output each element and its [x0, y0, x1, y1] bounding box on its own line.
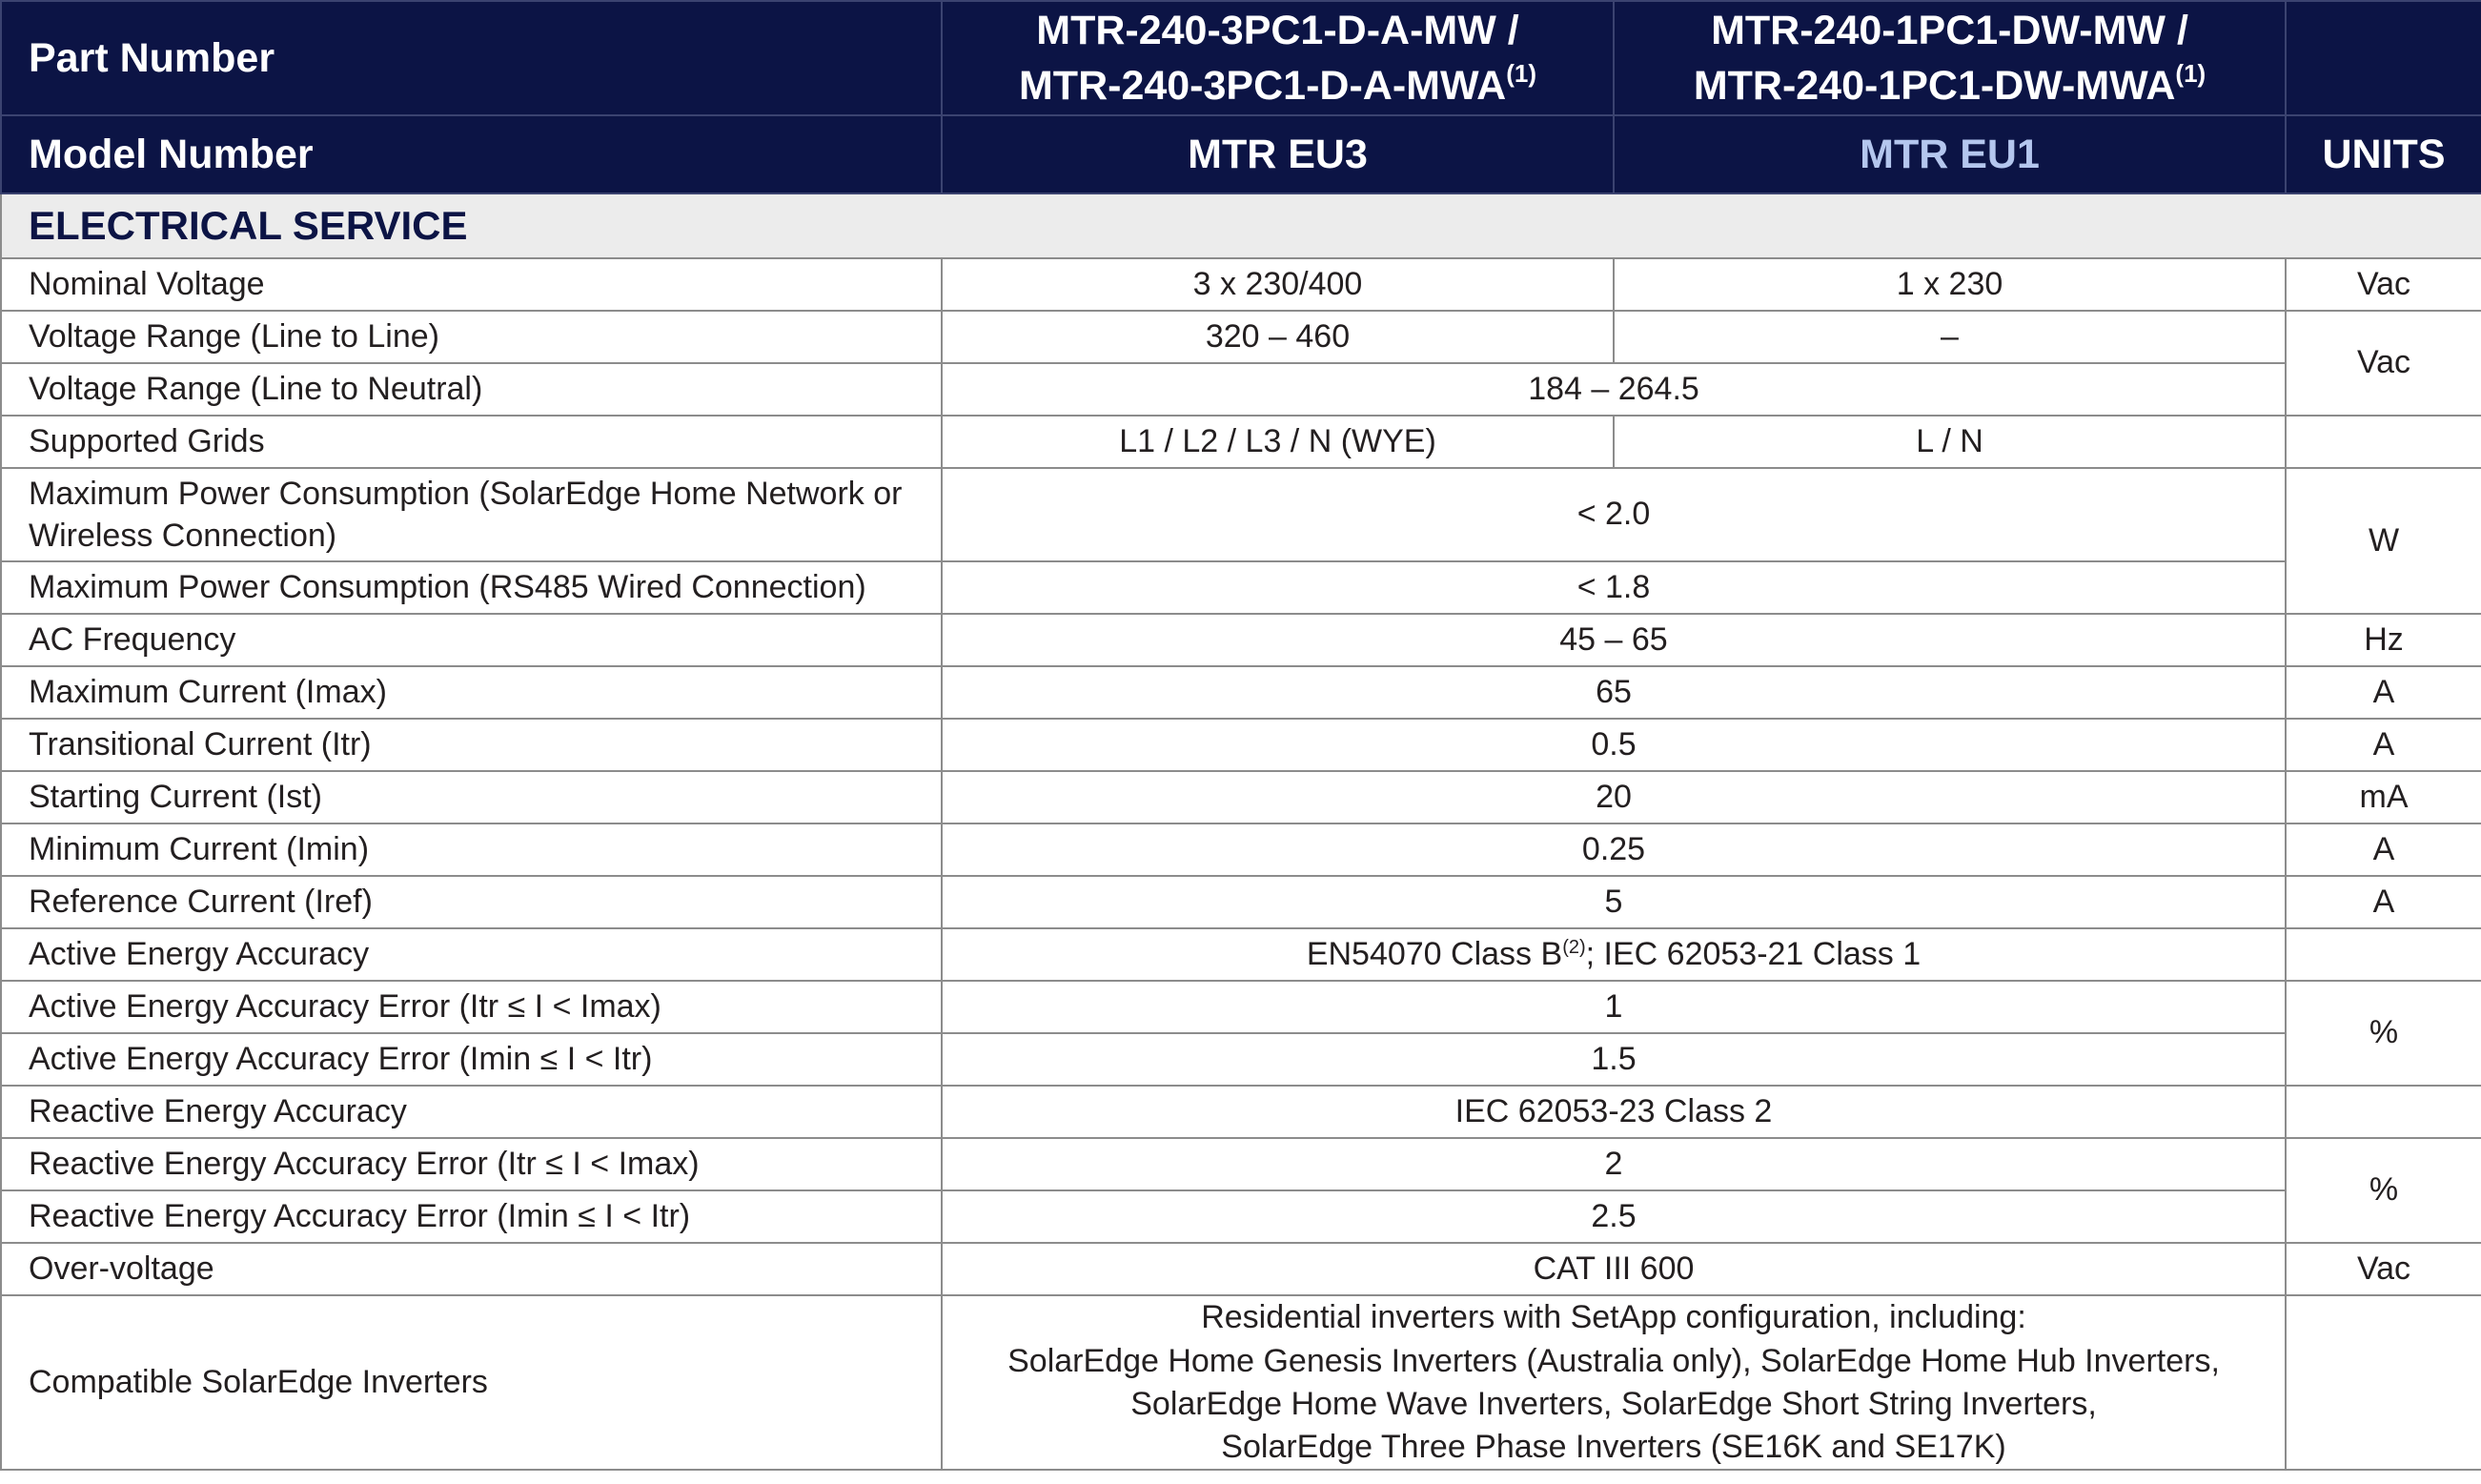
value-shared: 1 — [942, 981, 2286, 1033]
section-title: ELECTRICAL SERVICE — [1, 193, 2481, 258]
table-row — [1, 719, 2481, 771]
row-label: Compatible SolarEdge Inverters — [1, 1295, 942, 1470]
row-label: Reactive Energy Accuracy Error (Itr ≤ I < Imax) — [1, 1138, 942, 1190]
row-label: Voltage Range (Line to Neutral) — [1, 363, 942, 416]
inverters-line-1: Residential inverters with SetApp configuration, including: — [1201, 1299, 2026, 1336]
part-number-eu1-line1: MTR-240-1PC1-DW-MW / — [1711, 7, 2188, 53]
row-label: Minimum Current (Imin) — [1, 823, 942, 876]
value-text: EN54070 Class B — [1306, 935, 1563, 972]
part-number-label: Part Number — [1, 1, 942, 115]
row-label: Supported Grids — [1, 416, 942, 468]
unit-cell: A — [2286, 876, 2481, 928]
row-label: Maximum Power Consumption (SolarEdge Home Network or Wireless Connection) — [1, 468, 942, 561]
value-shared: 45 – 65 — [942, 614, 2286, 666]
value-shared: 2.5 — [942, 1190, 2286, 1243]
unit-cell: W — [2286, 468, 2481, 614]
value-eu1: L / N — [1614, 416, 2286, 468]
row-label: Active Energy Accuracy Error (Imin ≤ I < Itr) — [1, 1033, 942, 1086]
unit-cell: Vac — [2286, 1243, 2481, 1295]
value-eu1: 1 x 230 — [1614, 258, 2286, 311]
unit-cell: A — [2286, 719, 2481, 771]
unit-cell: A — [2286, 823, 2481, 876]
table-row — [1, 258, 2481, 311]
part-number-eu1-line2: MTR-240-1PC1-DW-MWA — [1693, 63, 2176, 109]
value-shared: 0.25 — [942, 823, 2286, 876]
row-label: Maximum Power Consumption (RS485 Wired Connection) — [1, 561, 942, 614]
part-number-eu3-line2: MTR-240-3PC1-D-A-MWA — [1018, 63, 1507, 109]
footnote-ref-1: (1) — [2175, 59, 2206, 88]
footnote-ref-1: (1) — [1506, 59, 1536, 88]
unit-cell — [2286, 1295, 2481, 1470]
value-eu3: 3 x 230/400 — [942, 258, 1614, 311]
value-shared: IEC 62053-23 Class 2 — [942, 1086, 2286, 1138]
unit-cell: % — [2286, 981, 2481, 1086]
table-row — [1, 981, 2481, 1033]
part-number-eu3 — [942, 1, 1614, 115]
row-label: Reactive Energy Accuracy Error (Imin ≤ I < Itr) — [1, 1190, 942, 1243]
row-label: Active Energy Accuracy — [1, 928, 942, 981]
table-row — [1, 1243, 2481, 1295]
units-header: UNITS — [2286, 115, 2481, 193]
table-row — [1, 928, 2481, 981]
unit-cell: Vac — [2286, 311, 2481, 416]
inverters-line-3: SolarEdge Home Wave Inverters, SolarEdge Short String Inverters, — [1130, 1385, 2097, 1422]
table-row — [1, 416, 2481, 468]
row-label: Transitional Current (Itr) — [1, 719, 942, 771]
table-row — [1, 363, 2481, 416]
row-label: Voltage Range (Line to Line) — [1, 311, 942, 363]
table-row — [1, 1295, 2481, 1470]
section-header-row — [1, 193, 2481, 258]
value-text: ; IEC 62053-21 Class 1 — [1585, 935, 1922, 972]
value-eu3: L1 / L2 / L3 / N (WYE) — [942, 416, 1614, 468]
table-row — [1, 876, 2481, 928]
model-eu1: MTR EU1 — [1614, 115, 2286, 193]
row-label: Over-voltage — [1, 1243, 942, 1295]
value-shared: 1.5 — [942, 1033, 2286, 1086]
unit-cell: Hz — [2286, 614, 2481, 666]
row-label: Starting Current (Ist) — [1, 771, 942, 823]
unit-cell: mA — [2286, 771, 2481, 823]
part-number-eu3-line1: MTR-240-3PC1-D-A-MW / — [1036, 7, 1519, 53]
table-row — [1, 1033, 2481, 1086]
table-row — [1, 311, 2481, 363]
value-shared: 65 — [942, 666, 2286, 719]
table-row — [1, 561, 2481, 614]
value-shared: < 1.8 — [942, 561, 2286, 614]
value-shared: CAT III 600 — [942, 1243, 2286, 1295]
table-row — [1, 614, 2481, 666]
table-row — [1, 1190, 2481, 1243]
row-label: Maximum Current (Imax) — [1, 666, 942, 719]
value-shared: 2 — [942, 1138, 2286, 1190]
table-row — [1, 771, 2481, 823]
table-row — [1, 1138, 2481, 1190]
value-eu1: – — [1614, 311, 2286, 363]
value-shared: 0.5 — [942, 719, 2286, 771]
value-eu3: 320 – 460 — [942, 311, 1614, 363]
value-shared: 5 — [942, 876, 2286, 928]
value-shared — [942, 928, 2286, 981]
part-number-header-row — [1, 1, 2481, 115]
row-label: AC Frequency — [1, 614, 942, 666]
inverters-line-2: SolarEdge Home Genesis Inverters (Australia only), SolarEdge Home Hub Inverters, — [1007, 1342, 2220, 1379]
table-row — [1, 1086, 2481, 1138]
units-header-spacer — [2286, 1, 2481, 115]
unit-cell: A — [2286, 666, 2481, 719]
unit-cell — [2286, 1086, 2481, 1138]
model-eu3: MTR EU3 — [942, 115, 1614, 193]
model-number-header-row — [1, 115, 2481, 193]
row-label: Reactive Energy Accuracy — [1, 1086, 942, 1138]
table-row — [1, 823, 2481, 876]
inverters-line-4: SolarEdge Three Phase Inverters (SE16K and SE17K) — [1221, 1429, 2006, 1466]
table-row — [1, 666, 2481, 719]
model-number-label: Model Number — [1, 115, 942, 193]
row-label: Active Energy Accuracy Error (Itr ≤ I < Imax) — [1, 981, 942, 1033]
part-number-eu1 — [1614, 1, 2286, 115]
unit-cell — [2286, 416, 2481, 468]
unit-cell: % — [2286, 1138, 2481, 1243]
value-shared: 20 — [942, 771, 2286, 823]
footnote-ref-2: (2) — [1562, 936, 1586, 958]
table-row — [1, 468, 2481, 561]
value-shared — [942, 1295, 2286, 1470]
value-shared: 184 – 264.5 — [942, 363, 2286, 416]
unit-cell: Vac — [2286, 258, 2481, 311]
row-label: Reference Current (Iref) — [1, 876, 942, 928]
unit-cell — [2286, 928, 2481, 981]
row-label: Nominal Voltage — [1, 258, 942, 311]
value-shared: < 2.0 — [942, 468, 2286, 561]
